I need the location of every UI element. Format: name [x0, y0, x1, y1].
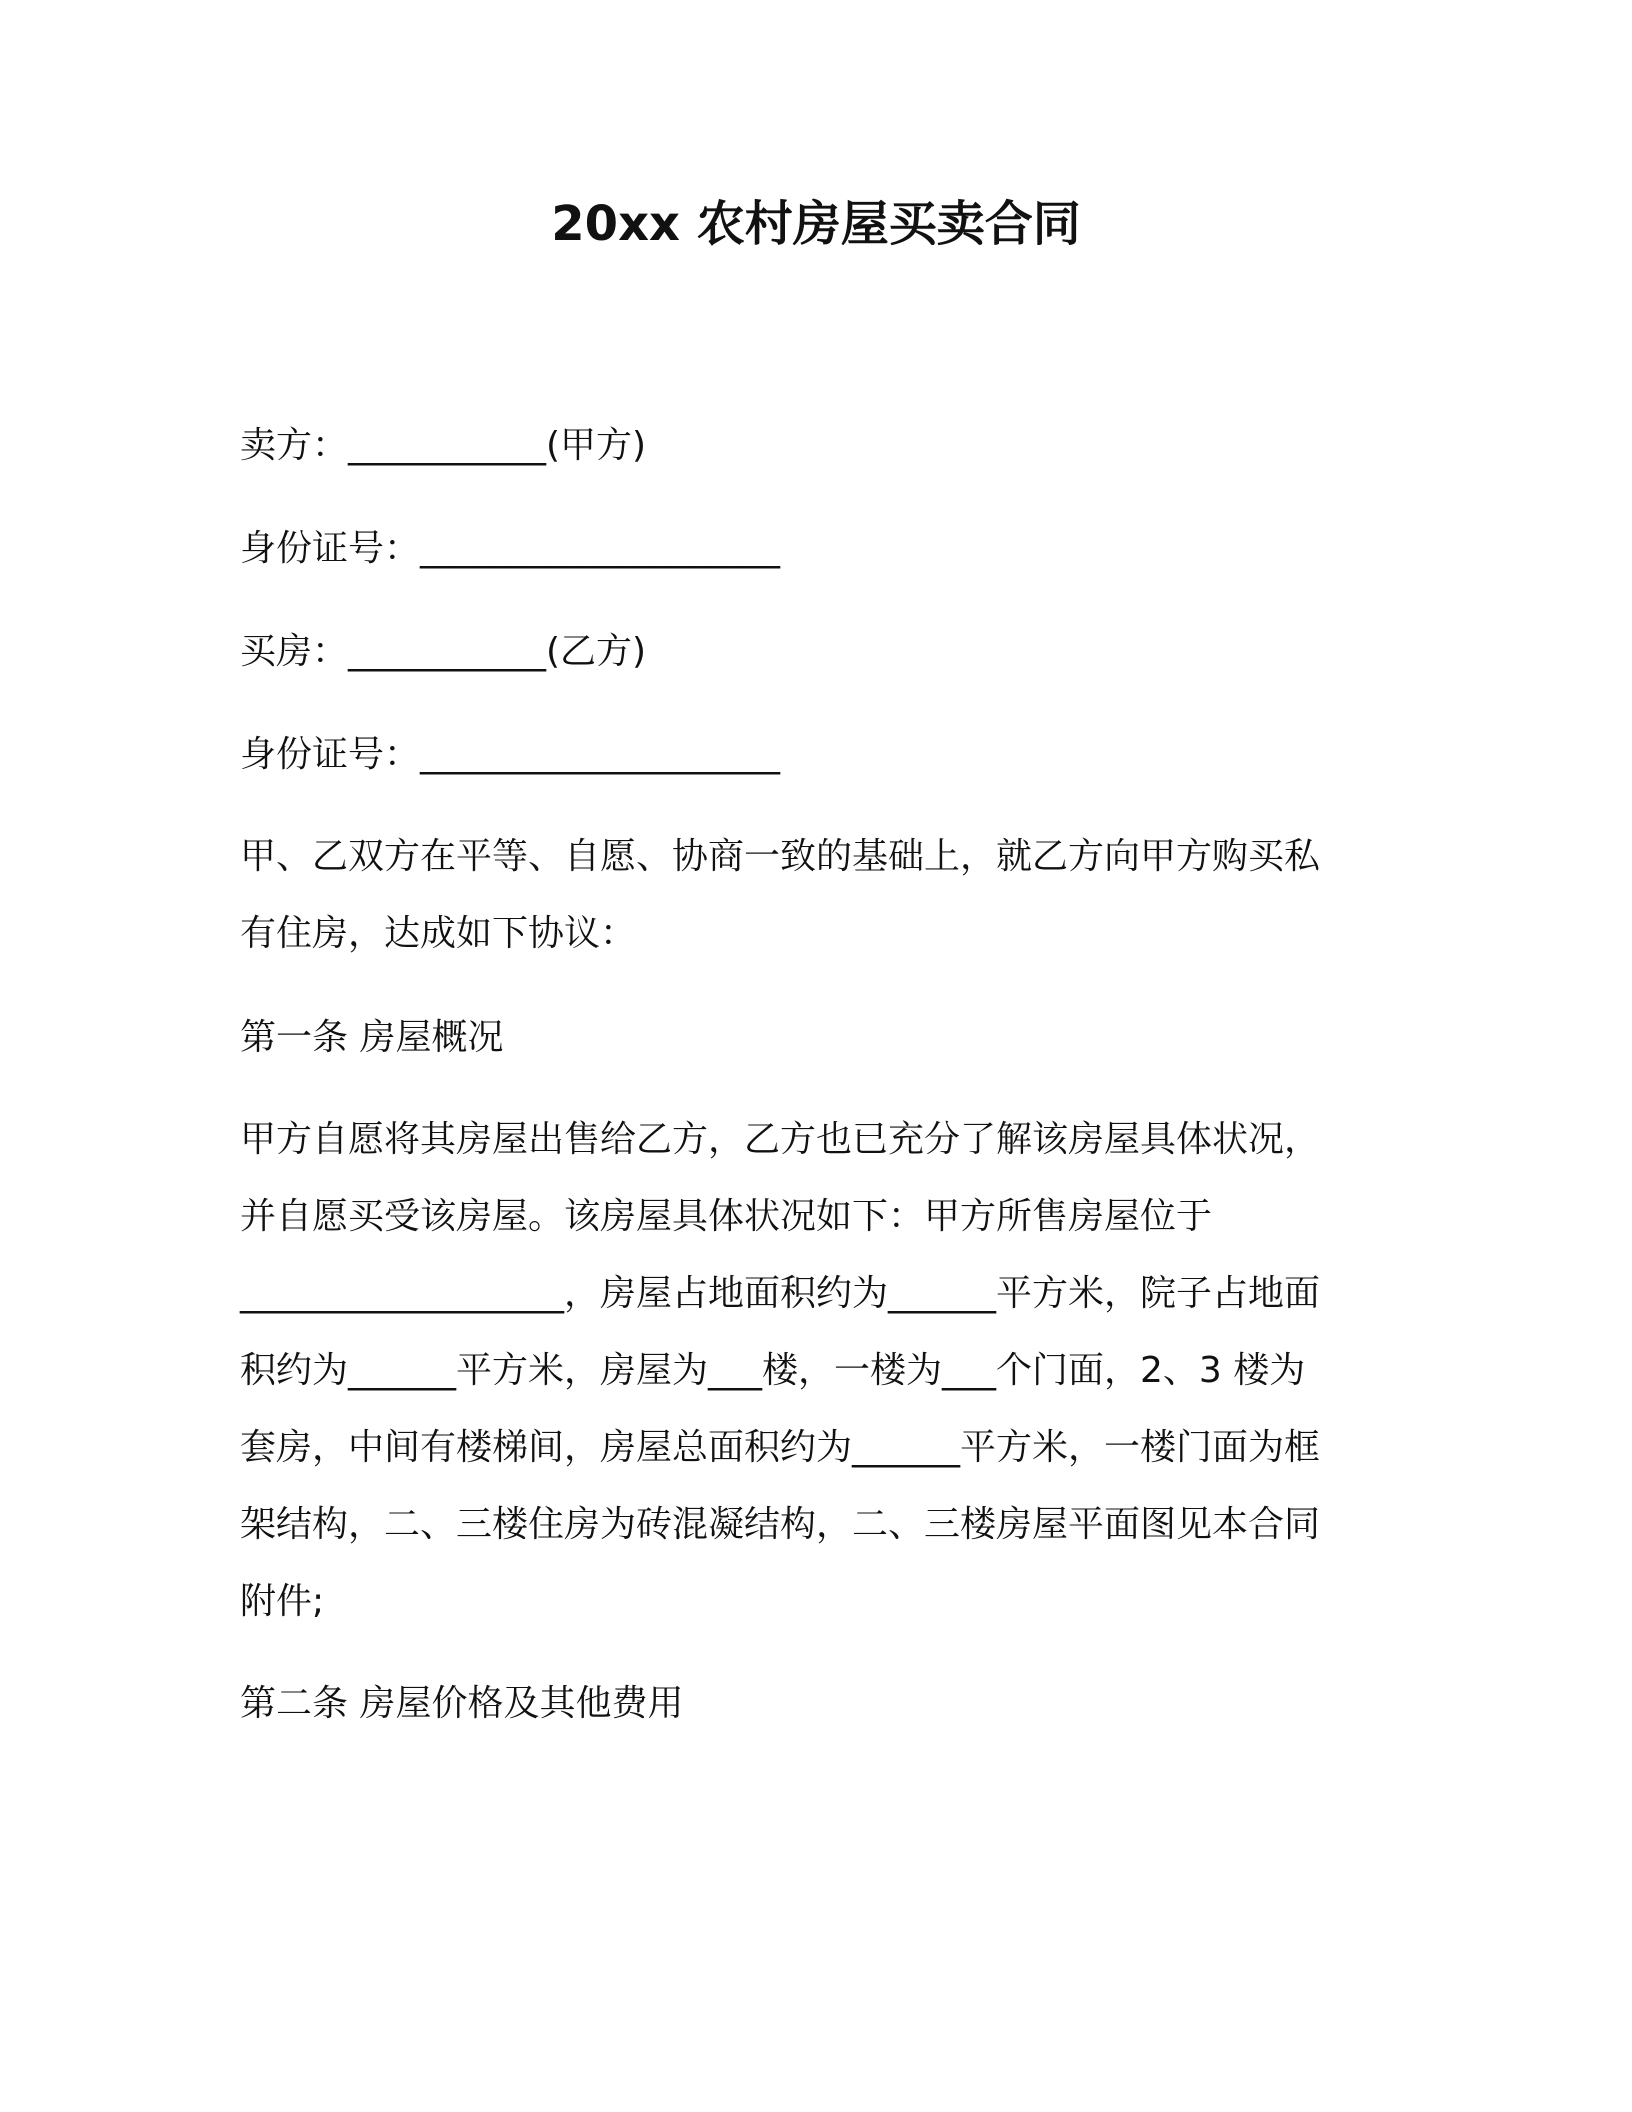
- intro-line: 有住房，达成如下协议：: [240, 913, 637, 954]
- article2-heading: 第二条 房屋价格及其他费用: [240, 1683, 684, 1724]
- article1-paragraph: [240, 1101, 1400, 1640]
- article1-line: __________________，房屋占地面积约为______平方米，院子占地面: [240, 1273, 1321, 1314]
- intro-line: 甲、乙双方在平等、自愿、协商一致的基础上，就乙方向甲方购买私: [240, 836, 1321, 877]
- article1-line: 架结构，二、三楼住房为砖混凝结构，二、三楼房屋平面图见本合同: [240, 1504, 1321, 1545]
- intro-paragraph: [240, 818, 1400, 972]
- contract-title: 20xx 农村房屋买卖合同: [551, 196, 1081, 252]
- seller-line: 卖方：___________(甲方): [240, 425, 647, 466]
- buyer-line: 买房：___________(乙方): [240, 631, 647, 672]
- seller-id-line: 身份证号：____________________: [240, 528, 781, 569]
- article1-line: 甲方自愿将其房屋出售给乙方，乙方也已充分了解该房屋具体状况，: [240, 1119, 1321, 1160]
- article1-heading: 第一条 房屋概况: [240, 1017, 504, 1058]
- article1-line: 并自愿买受该房屋。该房屋具体状况如下：甲方所售房屋位于: [240, 1196, 1213, 1237]
- buyer-id-line: 身份证号：____________________: [240, 734, 781, 775]
- article1-line: 附件;: [240, 1581, 325, 1622]
- article1-line: 积约为______平方米，房屋为___楼，一楼为___个门面，2、3 楼为: [240, 1350, 1306, 1391]
- article1-line: 套房，中间有楼梯间，房屋总面积约为______平方米，一楼门面为框: [240, 1427, 1321, 1468]
